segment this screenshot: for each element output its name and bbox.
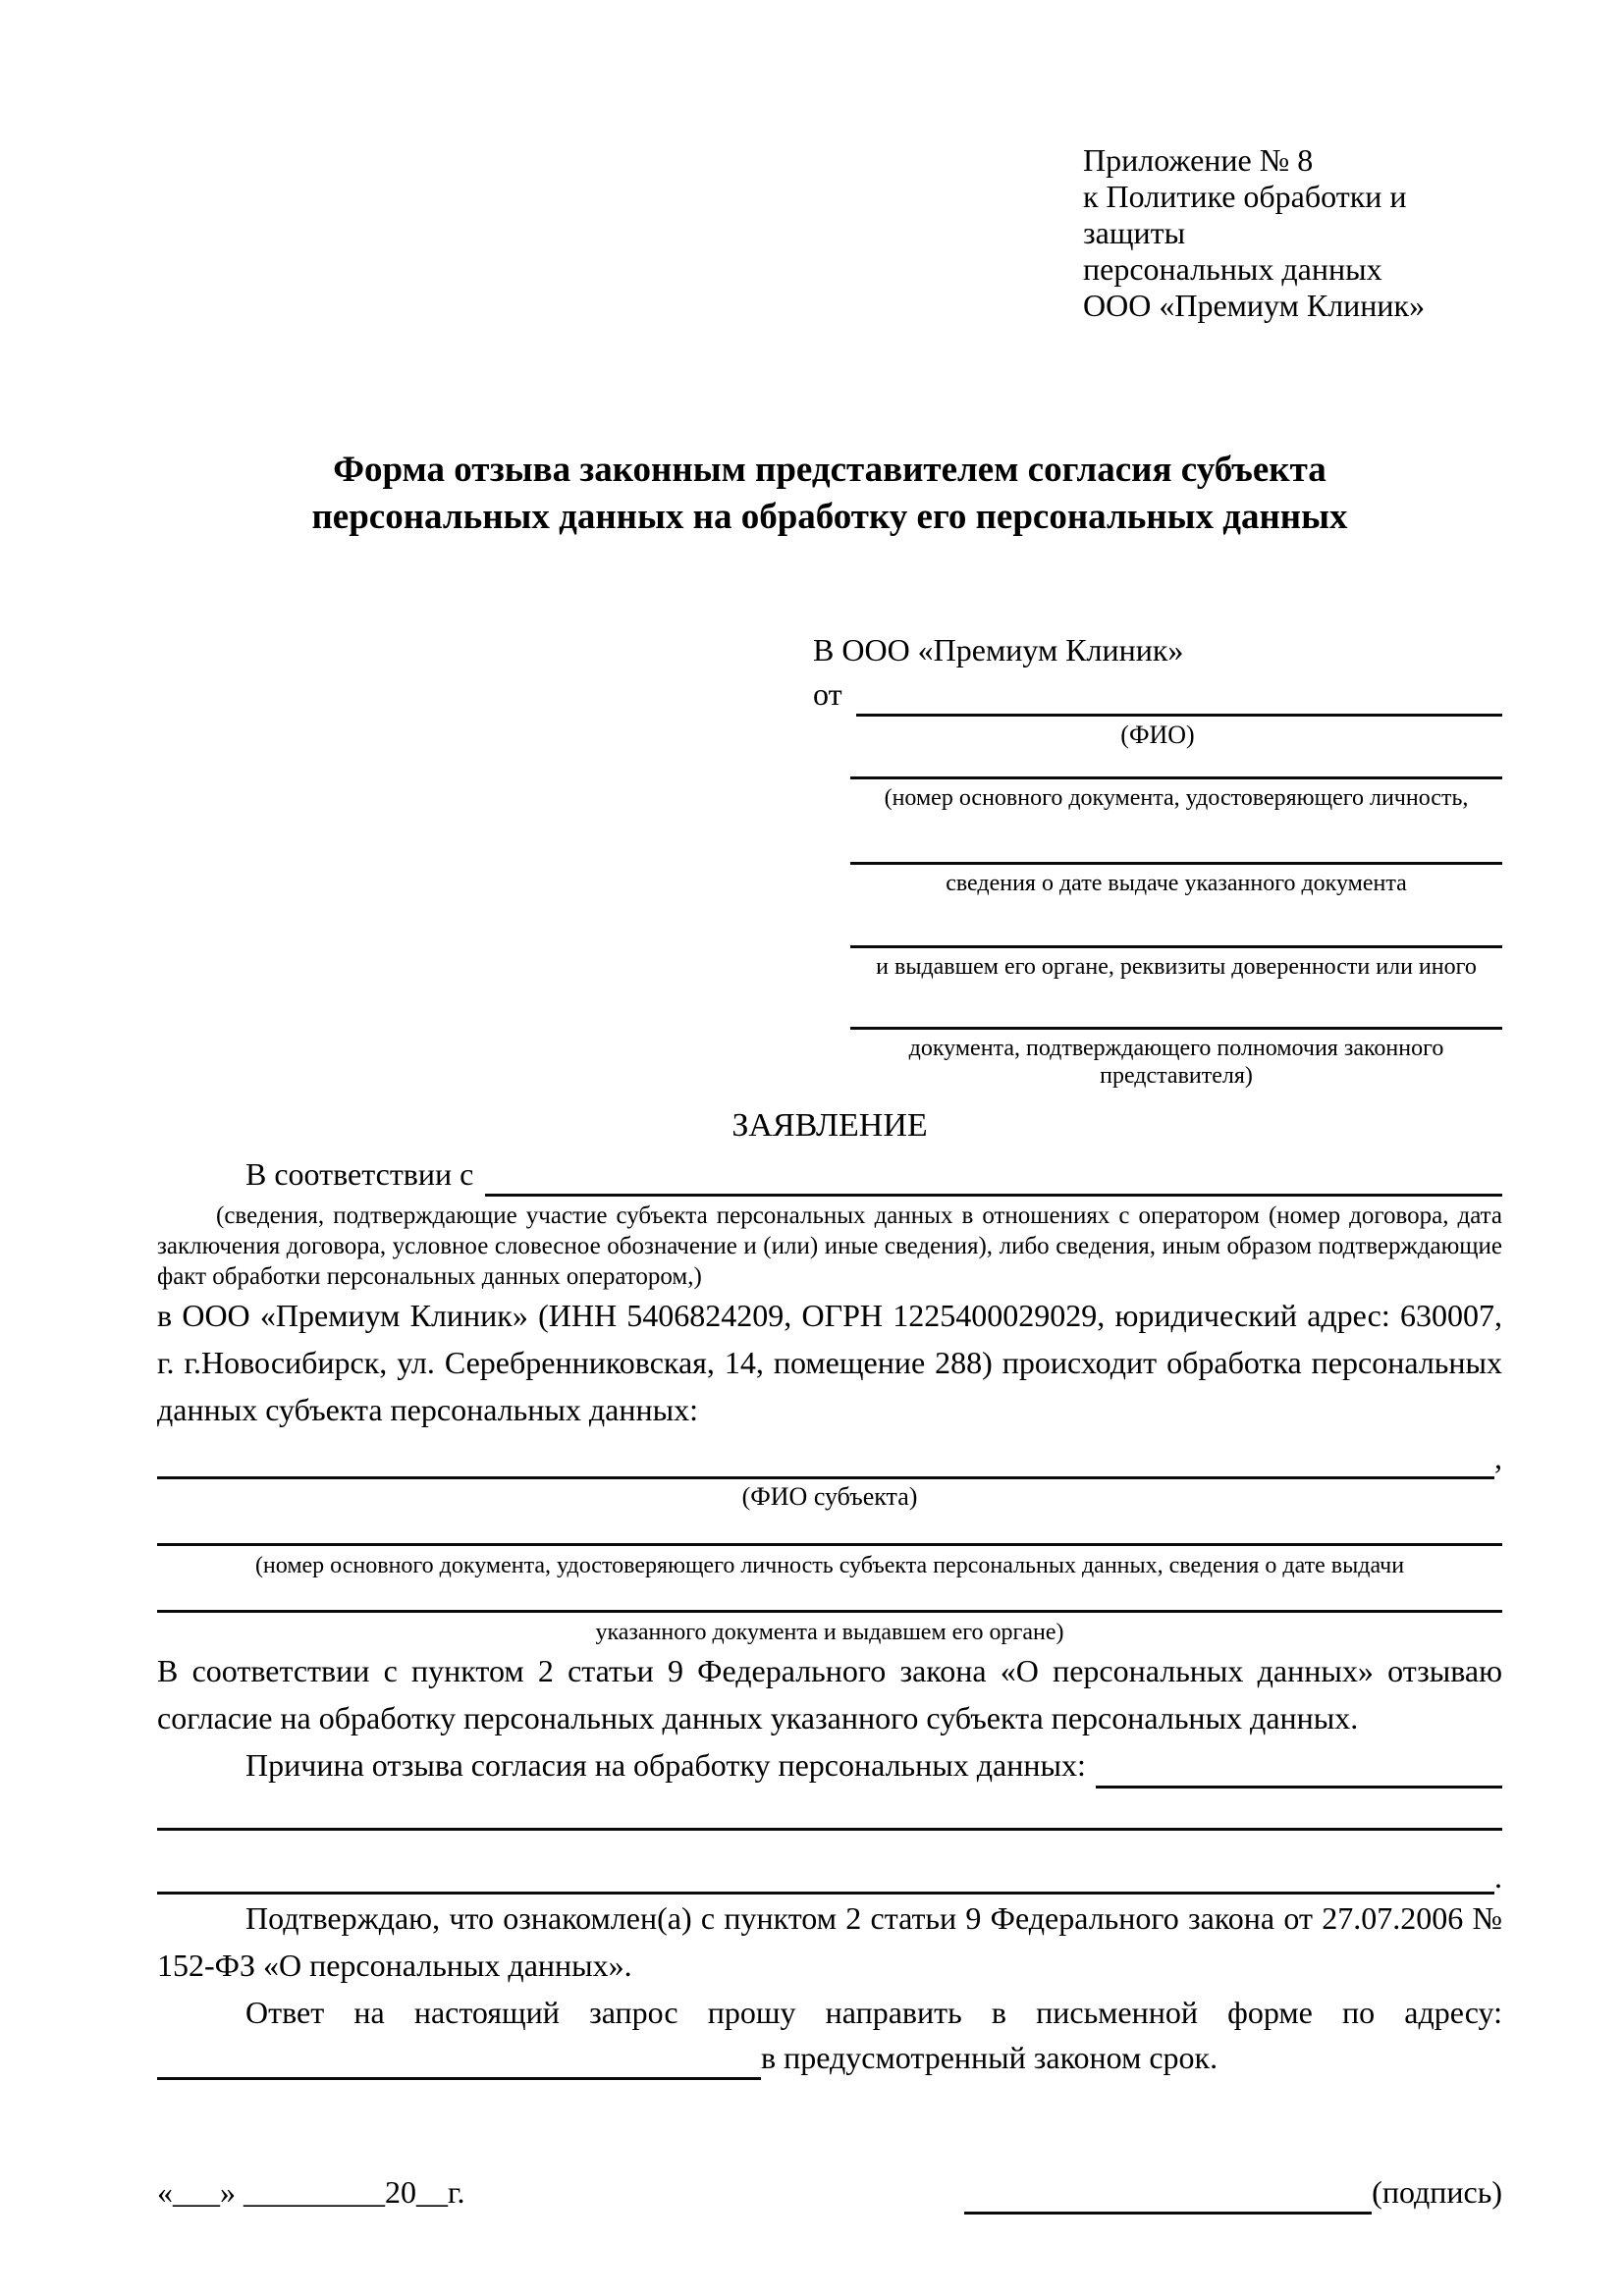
appendix-company: ООО «Премиум Клиник» bbox=[1083, 288, 1426, 324]
addressee-to: В ООО «Премиум Клиник» bbox=[813, 631, 1184, 667]
reason-prefix: Причина отзыва согласия на обработку персональных данных: bbox=[245, 1746, 1086, 1783]
subject-doc-field-line-2 bbox=[157, 1610, 1502, 1613]
reason-blank-line-2-row bbox=[157, 1860, 1502, 1895]
appendix-policy-line2: персональных данных bbox=[1083, 251, 1382, 288]
operator-paragraph: в ООО «Премиум Клиник» (ИНН 5406824209, ОГРН 1225400029029, юридический адрес: 630007, г. г.Новосибирск, ул. Серебренниковская, 14, помещение 288) происходит обработка персональных данных субъекта персональных данных: bbox=[157, 1297, 1502, 1427]
reply-address-row bbox=[157, 2036, 1502, 2080]
fio-caption: (ФИО) bbox=[1120, 720, 1195, 749]
date-blank: «___» _________20__г. bbox=[157, 2173, 465, 2210]
representative-doc-field-2 bbox=[850, 862, 1502, 898]
signature-footer bbox=[157, 2170, 1502, 2215]
subject-doc-field-line-1 bbox=[157, 1543, 1502, 1546]
reason-field-line bbox=[1096, 1752, 1502, 1789]
field-caption: и выдавшем его органе, реквизиты доверенности или иного bbox=[876, 953, 1477, 980]
subject-doc-caption-1: (номер основного документа, удостоверяющего личность субъекта персональных данных, сведения о дате выдачи bbox=[254, 1553, 1405, 1579]
field-line bbox=[850, 862, 1502, 865]
according-prefix: В соответствии с bbox=[245, 1156, 474, 1193]
field-line bbox=[850, 1027, 1502, 1030]
appendix-policy-line: к Политике обработки и защиты bbox=[1083, 179, 1407, 251]
according-field-line bbox=[485, 1160, 1502, 1197]
subject-fio-row bbox=[157, 1437, 1502, 1479]
reason-row bbox=[157, 1741, 1502, 1789]
field-caption: сведения о дате выдаче указанного документа bbox=[946, 870, 1407, 896]
signature-field-line bbox=[964, 2178, 1372, 2215]
subject-fio-comma: , bbox=[1494, 1439, 1502, 1475]
according-caption: (сведения, подтверждающие участие субъекта персональных данных в отношениях с оператором (номер договора, дата заключения договора, условное словесное обозначение и (или) иные сведения), либо сведения, иным образом подтверждающие факт обработки персональных данных оператором,) bbox=[157, 1201, 1502, 1290]
confirmation-paragraph: Подтверждаю, что ознакомлен(а) с пунктом 2 статьи 9 Федерального закона от 27.07.2006 № 152-ФЗ «О персональных данных». bbox=[157, 1900, 1502, 1984]
from-fio-field-line bbox=[856, 680, 1502, 717]
field-caption: (номер основного документа, удостоверяющего личность, bbox=[884, 785, 1469, 812]
representative-doc-field-3 bbox=[850, 945, 1502, 982]
appendix-header bbox=[1083, 142, 1502, 325]
reason-period: . bbox=[1494, 1858, 1502, 1895]
representative-doc-field-1 bbox=[850, 776, 1502, 813]
reason-blank-line-2 bbox=[157, 1882, 1494, 1895]
subject-fio-field-line bbox=[157, 1443, 1494, 1479]
according-row bbox=[157, 1152, 1502, 1197]
field-line bbox=[850, 945, 1502, 948]
reply-suffix: в предусмотренный законом срок. bbox=[761, 2040, 1218, 2076]
appendix-number: Приложение № 8 bbox=[1083, 142, 1314, 178]
reply-address-field-line bbox=[157, 2044, 761, 2080]
field-line bbox=[850, 776, 1502, 779]
from-row bbox=[813, 672, 1502, 717]
from-label: от bbox=[813, 676, 842, 713]
reply-paragraph: Ответ на настоящий запрос прошу направить в письменной форме по адресу: bbox=[245, 1995, 1502, 2031]
addressee-block bbox=[813, 627, 1502, 1091]
withdrawal-paragraph: В соответствии с пунктом 2 статьи 9 Федерального закона «О персональных данных» отзываю согласие на обработку персональных данных указанного субъекта персональных данных. bbox=[157, 1652, 1502, 1735]
signature-caption: (подпись) bbox=[1372, 2173, 1502, 2210]
field-caption: документа, подтверждающего полномочия законного представителя) bbox=[908, 1035, 1444, 1090]
statement-heading: ЗАЯВЛЕНИЕ bbox=[731, 1107, 928, 1145]
document-title: Форма отзыва законным представителем согласия субъекта персональных данных на обработку его персональных данных bbox=[311, 449, 1348, 537]
signature-group bbox=[964, 2170, 1502, 2215]
subject-doc-caption-2: указанного документа и выдавшем его органе) bbox=[595, 1620, 1064, 1646]
subject-fio-caption: (ФИО субъекта) bbox=[741, 1482, 918, 1512]
reason-blank-line-1 bbox=[157, 1828, 1502, 1831]
representative-doc-field-4 bbox=[850, 1027, 1502, 1092]
